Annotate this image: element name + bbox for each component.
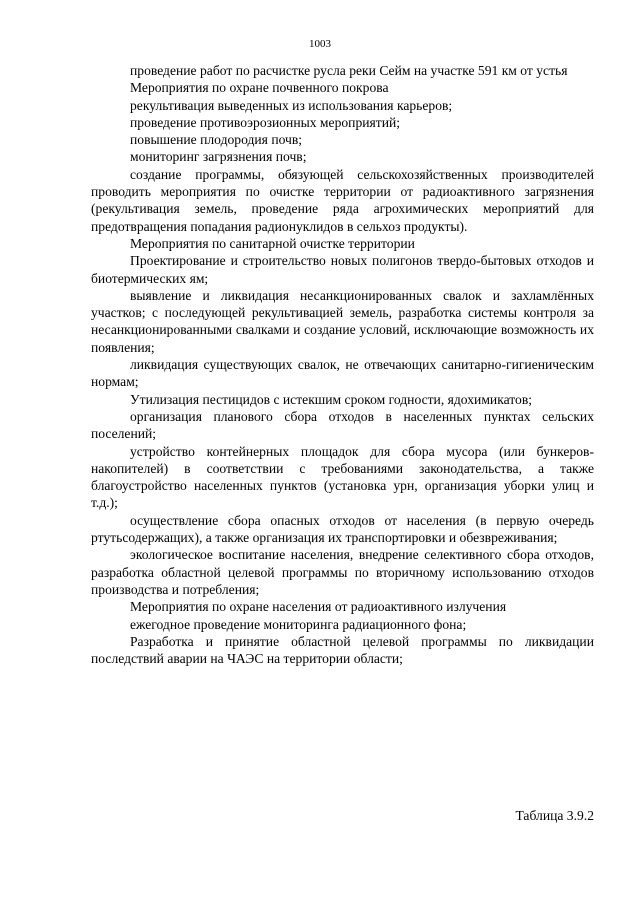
paragraph: устройство контейнерных площадок для сбора мусора (или бункеров-накопителей) в соответствии с требованиями законодательства, а также благоустройство населенных пунктов (установка урн, организация уборки улиц и т.д.); xyxy=(91,443,594,511)
paragraph: организация планового сбора отходов в населенных пунктах сельских поселений; xyxy=(91,408,594,442)
paragraph: повышение плодородия почв; xyxy=(130,132,303,148)
section-heading-sanitary: Мероприятия по санитарной очистке территории xyxy=(130,235,415,251)
paragraph: ликвидация существующих свалок, не отвечающих санитарно-гигиеническим нормам; xyxy=(91,357,594,390)
paragraph: создание программы, обязующей сельскохозяйственных производителей проводить мероприятия по очистке территории от радиоактивного загрязнения (рекультивация земель, проведение ряда агрохимических мероприятий для предотвращения попадания радионуклидов в сельхоз продукты). xyxy=(91,166,594,234)
section-heading-soil: Мероприятия по охране почвенного покрова xyxy=(130,80,389,96)
table-caption: Таблица 3.9.2 xyxy=(515,808,594,823)
paragraph: Разработка и принятие областной целевой программы по ликвидации последствий аварии на ЧАЭС на территории области; xyxy=(91,633,594,667)
paragraph: проведение противоэрозионных мероприятий; xyxy=(130,114,401,130)
page-number: 1003 xyxy=(309,38,331,50)
section-heading-radiation: Мероприятия по охране населения от радиоактивного излучения xyxy=(130,599,507,615)
paragraph: выявление и ликвидация несанкционированных свалок и захламлённых участков; с последующей рекультивацией земель, разработка системы контроля за несанкционированными свалками и создание условий, исключающие возможность их появления; xyxy=(91,287,594,355)
paragraph: проведение работ по расчистке русла реки Сейм на участке 591 км от устья xyxy=(130,63,568,78)
paragraph: экологическое воспитание населения, внедрение селективного сбора отходов, разработка областной целевой программы по вторичному использованию отходов производства и потребления; xyxy=(91,547,594,597)
paragraph: Утилизация пестицидов с истекшим сроком годности, ядохимикатов; xyxy=(130,391,533,407)
paragraph: осуществление сбора опасных отходов от населения (в первую очередь ртутьсодержащих), а также организация их транспортировки и обезвреживания; xyxy=(91,512,594,546)
paragraph: ежегодное проведение мониторинга радиационного фона; xyxy=(130,616,467,632)
body-text xyxy=(91,62,594,667)
paragraph: Проектирование и строительство новых полигонов твердо-бытовых отходов и биотермических ям; xyxy=(91,253,594,286)
paragraph: мониторинг загрязнения почв; xyxy=(130,149,307,165)
paragraph: рекультивация выведенных из использования карьеров; xyxy=(130,97,453,113)
